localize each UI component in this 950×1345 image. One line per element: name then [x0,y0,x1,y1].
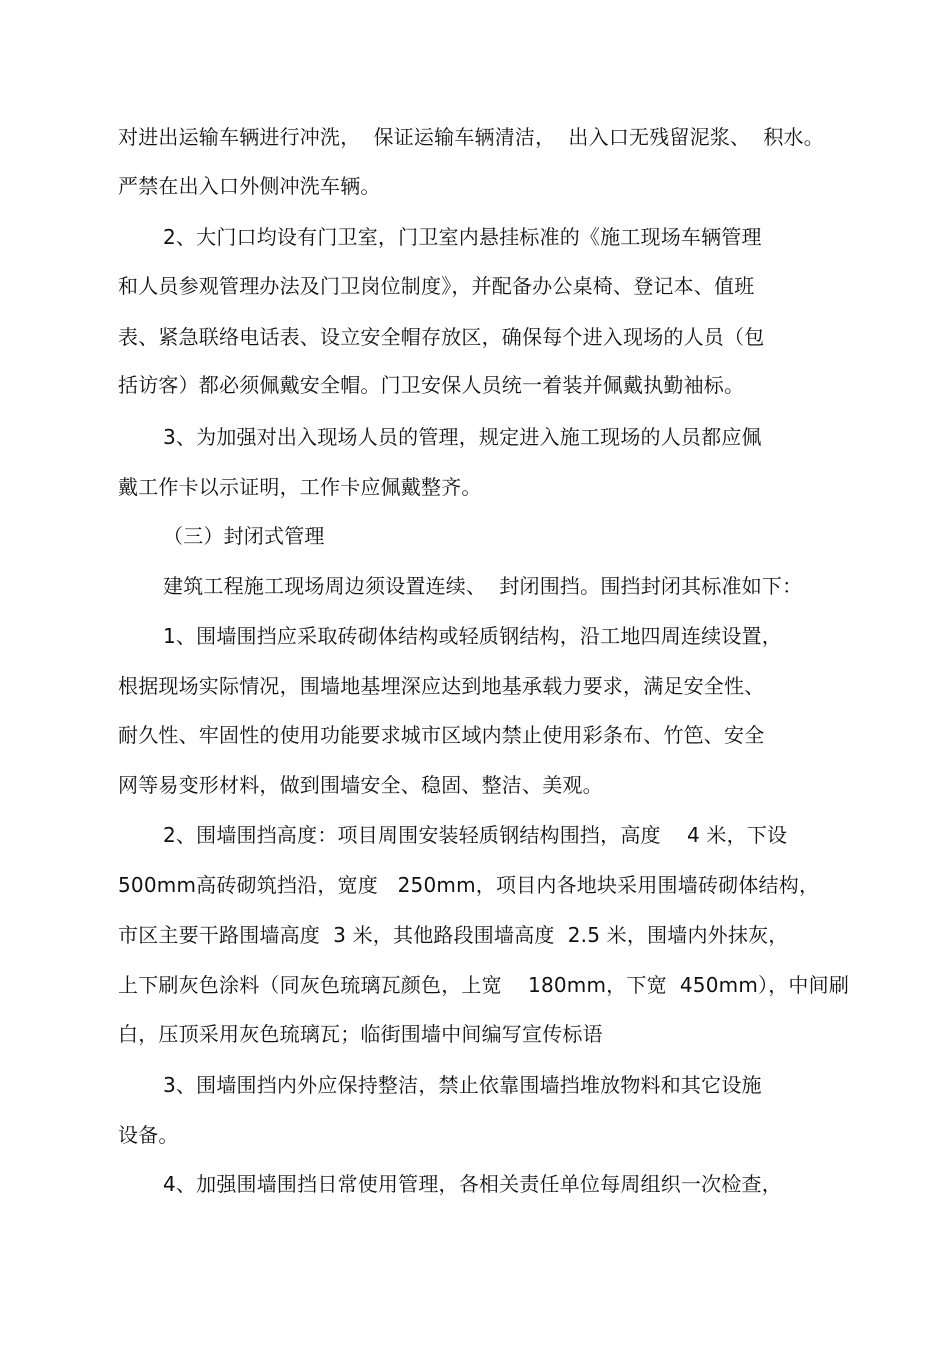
text-line: 市区主要干路围墙高度 3 米，其他路段围墙高度 2.5 米，围墙内外抹灰， [118,923,789,947]
text-line: 耐久性、牢固性的使用功能要求城市区域内禁止使用彩条布、竹笆、安全 [118,723,765,747]
text-line: 根据现场实际情况，围墙地基埋深应达到地基承载力要求，满足安全性、 [118,674,765,698]
text-line: 1、围墙围挡应采取砖砌体结构或轻质钢结构，沿工地四周连续设置， [163,624,782,648]
text-line: 2、大门口均设有门卫室，门卫室内悬挂标准的《施工现场车辆管理 [163,225,762,249]
text-line: 和人员参观管理办法及门卫岗位制度》，并配备办公桌椅、登记本、值班 [118,274,755,298]
section-heading: （三）封闭式管理 [163,524,325,548]
text-line: 2、围墙围挡高度：项目周围安装轻质钢结构围挡，高度 4 米，下设 [163,823,788,847]
text-line: 网等易变形材料，做到围墙安全、稳固、整洁、美观。 [118,773,603,797]
text-line: 建筑工程施工现场周边须设置连续、 封闭围挡。围挡封闭其标准如下： [163,574,803,598]
text-line: 500mm高砖砌筑挡沿，宽度 250mm，项目内各地块采用围墙砖砌体结构， [118,873,820,897]
text-line: 括访客）都必须佩戴安全帽。门卫安保人员统一着装并佩戴执勤袖标。 [118,373,745,397]
text-line: 戴工作卡以示证明，工作卡应佩戴整齐。 [118,475,482,499]
text-line: 3、为加强对出入现场人员的管理，规定进入施工现场的人员都应佩 [163,425,762,449]
text-line: 表、紧急联络电话表、设立安全帽存放区，确保每个进入现场的人员（包 [118,325,765,349]
text-line: 上下刷灰色涂料（同灰色琉璃瓦颜色，上宽 180mm，下宽 450mm），中间刷 [118,973,850,997]
text-line: 白，压顶采用灰色琉璃瓦；临街围墙中间编写宣传标语 [118,1022,603,1046]
text-line: 严禁在出入口外侧冲洗车辆。 [118,174,381,198]
text-line: 3、围墙围挡内外应保持整洁，禁止依靠围墙挡堆放物料和其它设施 [163,1073,762,1097]
text-line: 4、加强围墙围挡日常使用管理，各相关责任单位每周组织一次检查， [163,1172,782,1196]
text-line: 对进出运输车辆进行冲洗， 保证运输车辆清洁， 出入口无残留泥浆、 积水。 [118,125,824,149]
text-line: 设备。 [118,1123,179,1147]
